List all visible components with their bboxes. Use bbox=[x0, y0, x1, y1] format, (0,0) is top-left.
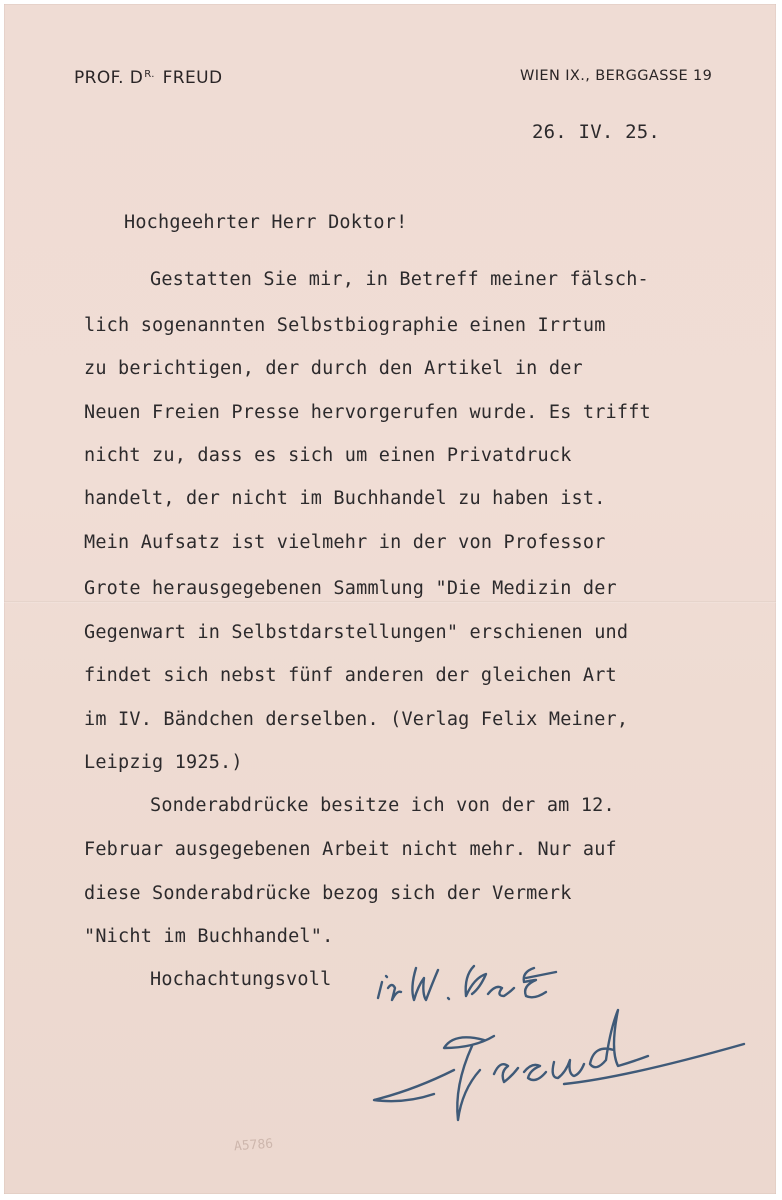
body-line: Grote herausgegebenen Sammlung "Die Medizin der bbox=[84, 578, 617, 599]
body-line: Februar ausgegebenen Arbeit nicht mehr. Nur auf bbox=[84, 839, 617, 860]
body-line: handelt, der nicht im Buchhandel zu haben ist. bbox=[84, 488, 606, 509]
letterhead-name bbox=[74, 68, 222, 88]
body-line: Gegenwart in Selbstdarstellungen" erschienen und bbox=[84, 622, 629, 643]
body-line: findet sich nebst fünf anderen der gleichen Art bbox=[84, 665, 617, 686]
archive-pencil-mark: A5786 bbox=[233, 1136, 274, 1155]
letter-sheet bbox=[4, 4, 776, 1194]
body-line: Neuen Freien Presse hervorgerufen wurde. Es trifft bbox=[84, 402, 651, 423]
paper-fold bbox=[4, 601, 776, 603]
body-line: Gestatten Sie mir, in Betreff meiner fälsch- bbox=[150, 269, 649, 290]
letterhead-address: WIEN IX., BERGGASSE 19 bbox=[520, 68, 713, 84]
body-line: nicht zu, dass es sich um einen Privatdruck bbox=[84, 445, 572, 466]
body-line: Mein Aufsatz ist vielmehr in der von Professor bbox=[84, 532, 606, 553]
body-line: lich sogenannten Selbstbiographie einen Irrtum bbox=[84, 315, 606, 336]
body-line: Leipzig 1925.) bbox=[84, 752, 243, 773]
body-line: zu berichtigen, der durch den Artikel in der bbox=[84, 358, 583, 379]
letterhead-name-prefix: PROF. D bbox=[74, 68, 144, 88]
handwritten-signature bbox=[364, 954, 764, 1134]
letterhead-name-superscript: R. bbox=[144, 69, 155, 80]
body-line: diese Sonderabdrücke bezog sich der Vermerk bbox=[84, 883, 572, 904]
letter-date: 26. IV. 25. bbox=[532, 121, 661, 143]
letterhead-name-suffix: FREUD bbox=[162, 68, 223, 88]
body-line: "Nicht im Buchhandel". bbox=[84, 926, 334, 947]
body-line: im IV. Bändchen derselben. (Verlag Felix Meiner, bbox=[84, 709, 629, 730]
salutation: Hochgeehrter Herr Doktor! bbox=[124, 212, 408, 233]
body-line: Sonderabdrücke besitze ich von der am 12. bbox=[150, 795, 615, 816]
closing: Hochachtungsvoll bbox=[150, 969, 332, 990]
